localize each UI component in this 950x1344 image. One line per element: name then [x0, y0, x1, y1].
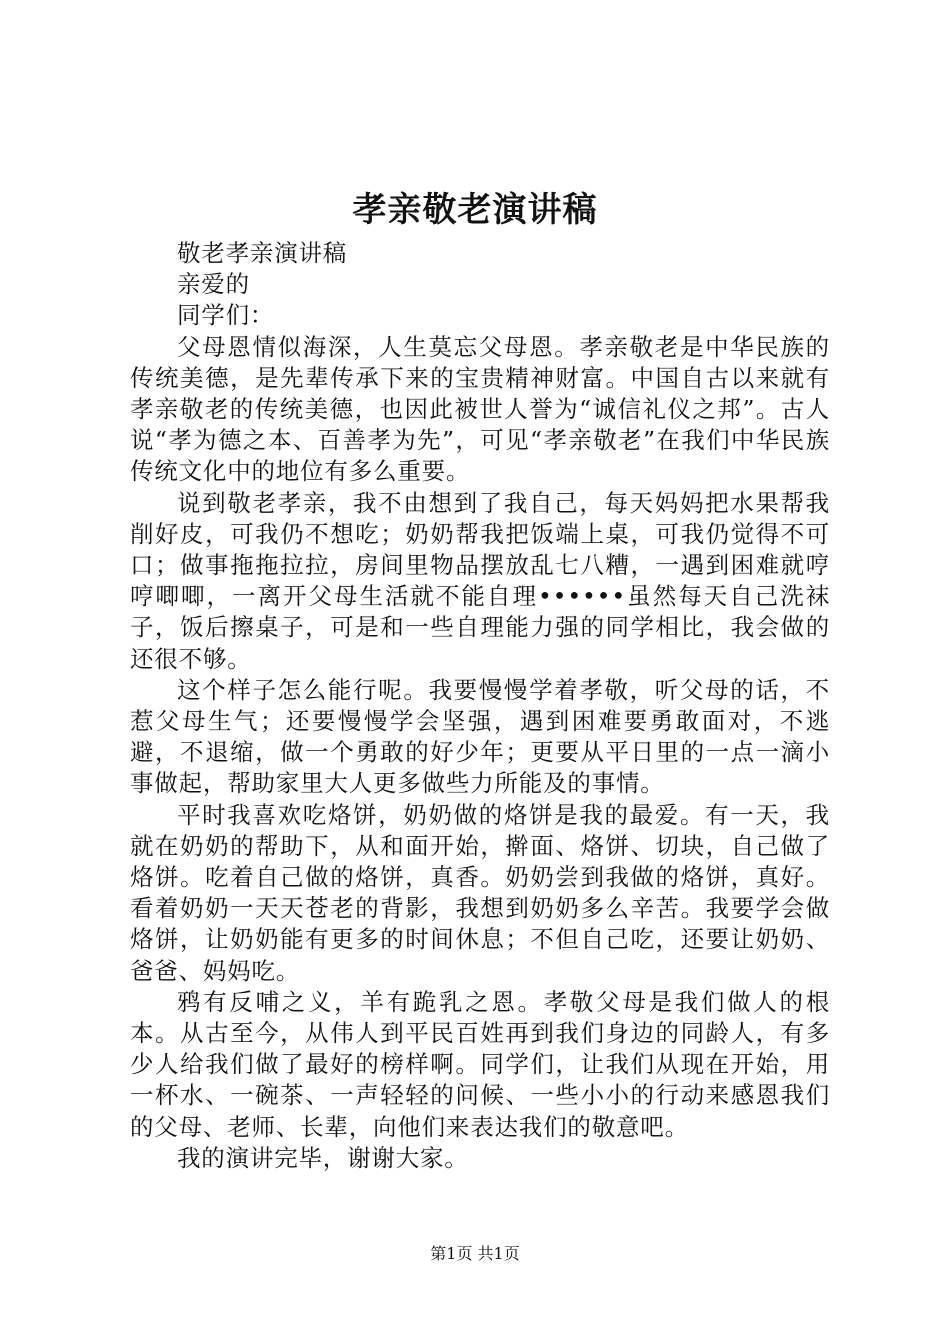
document-body — [130, 238, 830, 1174]
document-title: 孝亲敬老演讲稿 — [352, 190, 598, 230]
paragraph: 鸦有反哺之义，羊有跪乳之恩。孝敬父母是我们做人的根本。从古至今，从伟人到平民百姓再到我们身边的同龄人，有多少人给我们做了最好的榜样啊。同学们，让我们从现在开始，用一杯水、一碗茶、一声轻轻的问候、一些小小的行动来感恩我们的父母、老师、长辈，向他们来表达我们的敬意吧。 — [130, 987, 830, 1141]
paragraph-closing: 我的演讲完毕，谢谢大家。 — [177, 1143, 469, 1172]
page-footer: 第1页 共1页 — [430, 1244, 520, 1263]
paragraph: 说到敬老孝亲，我不由想到了我自己，每天妈妈把水果帮我削好皮，可我仍不想吃；奶奶帮我把饭端上桌，可我仍觉得不可口；做事拖拖拉拉，房间里物品摆放乱七八糟，一遇到困难就哼哼唧唧，一离开父母生活就不能自理••••••虽然每天自己洗袜子，饭后擦桌子，可是和一些自理能力强的同学相比，我会做的还很不够。 — [130, 488, 830, 673]
paragraph: 平时我喜欢吃烙饼，奶奶做的烙饼是我的最爱。有一天，我就在奶奶的帮助下，从和面开始，擀面、烙饼、切块，自己做了烙饼。吃着自己做的烙饼，真香。奶奶尝到我做的烙饼，真好。看着奶奶一天天苍老的背影，我想到奶奶多么辛苦。我要学会做烙饼，让奶奶能有更多的时间休息；不但自己吃，还要让奶奶、爸爸、妈妈吃。 — [130, 800, 830, 985]
paragraph-subtitle: 敬老孝亲演讲稿 — [177, 239, 348, 267]
paragraph-greeting-1: 亲爱的 — [177, 270, 250, 299]
paragraph: 这个样子怎么能行呢。我要慢慢学着孝敬，听父母的话，不惹父母生气；还要慢慢学会坚强，遇到困难要勇敢面对，不逃避，不退缩，做一个勇敢的好少年；更要从平日里的一点一滴小事做起，帮助家里大人更多做些力所能及的事情。 — [130, 675, 830, 798]
paragraph-greeting-2: 同学们： — [177, 301, 275, 330]
paragraph: 父母恩情似海深，人生莫忘父母恩。孝亲敬老是中华民族的传统美德，是先辈传承下来的宝贵精神财富。中国自古以来就有孝亲敬老的传统美德，也因此被世人誉为“诚信礼仪之邦”。古人说“孝为德之本、百善孝为先”，可见“孝亲敬老”在我们中华民族传统文化中的地位有多么重要。 — [130, 332, 830, 486]
